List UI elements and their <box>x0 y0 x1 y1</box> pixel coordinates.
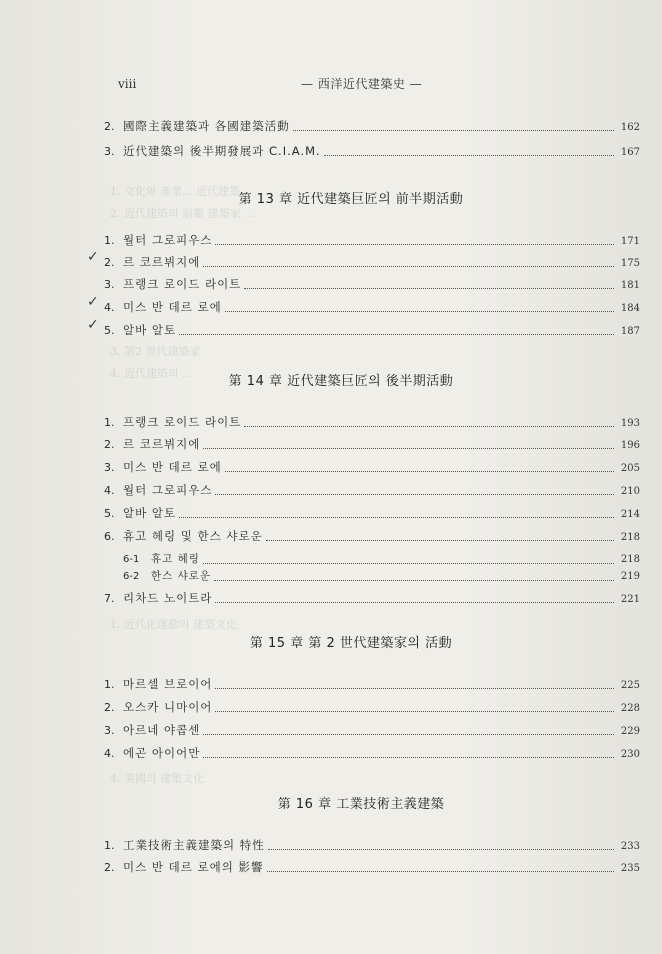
dot-leader <box>324 154 614 156</box>
entry-number: 3. <box>104 724 115 737</box>
entry-title: 월터 그로피우스 <box>123 483 213 497</box>
entry-title: 르 코르뷔지에 <box>123 255 201 269</box>
dot-leader <box>267 870 615 872</box>
dot-leader <box>268 848 614 850</box>
entry-number: 5. <box>104 324 115 337</box>
bleed-through-text: 4. 美國의 建築文化 <box>110 772 205 785</box>
entry-number: 2. <box>104 861 115 874</box>
entry-number: 6. <box>104 530 115 543</box>
toc-entry <box>104 276 640 292</box>
entry-number: 3. <box>104 145 115 158</box>
toc-entry <box>104 143 640 159</box>
entry-number: 3. <box>104 461 115 474</box>
checkmark-icon: ✓ <box>87 249 99 265</box>
entry-number: 4. <box>104 301 115 314</box>
entry-title: 아르네 야콥센 <box>123 723 201 737</box>
bleed-through-text: 2. 近代建築의 前衛 建築家 ... <box>110 207 255 220</box>
toc-entry <box>104 699 640 715</box>
entry-page: 219 <box>620 571 640 582</box>
chapter-heading: 第 15 章 第 2 世代建築家의 活動 <box>249 636 453 651</box>
entry-title: 프랭크 로이드 라이트 <box>123 415 242 429</box>
entry-title: 휴고 헤링 <box>151 553 200 565</box>
entry-page: 235 <box>620 863 640 874</box>
entry-page: 210 <box>620 486 640 497</box>
entry-page: 228 <box>620 703 640 714</box>
entry-number: 2. <box>104 256 115 269</box>
bleed-through-text: 3. 第2 世代建築家 <box>110 345 201 358</box>
dot-leader <box>179 333 614 335</box>
dot-leader <box>293 129 614 131</box>
entry-page: 214 <box>620 509 640 520</box>
entry-title: 르 코르뷔지에 <box>123 437 201 451</box>
toc-entry <box>104 299 640 315</box>
entry-page: 167 <box>620 147 640 158</box>
dot-leader <box>203 562 614 564</box>
toc-entry <box>104 232 640 248</box>
entry-title: 알바 알토 <box>123 323 177 337</box>
entry-number: 1. <box>104 234 115 247</box>
entry-title: 오스카 니마이어 <box>123 700 213 714</box>
entry-number: 2. <box>104 120 115 133</box>
entry-page: 218 <box>620 554 640 565</box>
dot-leader <box>244 425 614 427</box>
toc-entry <box>104 722 640 738</box>
entry-number: 4. <box>104 484 115 497</box>
entry-page: 229 <box>620 726 640 737</box>
toc-entry <box>104 414 640 430</box>
dot-leader <box>225 470 614 472</box>
entry-number: 3. <box>104 278 115 291</box>
toc-entry <box>104 254 640 270</box>
dot-leader <box>266 539 614 541</box>
toc-entry <box>104 505 640 521</box>
dot-leader <box>179 516 614 518</box>
entry-page: 193 <box>620 418 640 429</box>
entry-number: 7. <box>104 592 115 605</box>
dot-leader <box>215 601 614 603</box>
entry-title: 近代建築의 後半期發展과 C.I.A.M. <box>123 144 321 158</box>
chapter-heading: 第 16 章 工業技術主義建築 <box>277 797 445 812</box>
toc-entry <box>104 859 640 875</box>
entry-number: 2. <box>104 438 115 451</box>
entry-page: 205 <box>620 463 640 474</box>
entry-page: 196 <box>620 440 640 451</box>
toc-entry <box>104 482 640 498</box>
entry-title: 미스 반 데르 로에의 影響 <box>123 860 264 874</box>
dot-leader <box>203 756 614 758</box>
entry-page: 233 <box>620 841 640 852</box>
entry-page: 225 <box>620 680 640 691</box>
entry-title: 프랭크 로이드 라이트 <box>123 277 242 291</box>
entry-title: 알바 알토 <box>123 506 177 520</box>
toc-entry <box>104 745 640 761</box>
chapter-heading: 第 13 章 近代建築巨匠의 前半期活動 <box>238 192 464 207</box>
entry-page: 230 <box>620 749 640 760</box>
entry-title: 미스 반 데르 로에 <box>123 460 222 474</box>
entry-title: 한스 샤로운 <box>151 570 212 582</box>
entry-number: 1. <box>104 678 115 691</box>
entry-title: 휴고 헤링 및 한스 샤로운 <box>123 529 263 543</box>
entry-page: 218 <box>620 532 640 543</box>
entry-title: 미스 반 데르 로에 <box>123 300 222 314</box>
toc-subentry <box>123 551 640 567</box>
checkmark-icon: ✓ <box>87 317 99 333</box>
dot-leader <box>244 287 614 289</box>
chapter-heading: 第 14 章 近代建築巨匠의 後半期活動 <box>228 374 454 389</box>
entry-number: 6-2 <box>123 571 140 582</box>
checkmark-icon: ✓ <box>87 294 99 310</box>
bleed-through-text: 1. 文化와 產業... 近代建築... ... <box>110 185 265 198</box>
entry-title: 工業技術主義建築의 特性 <box>123 838 265 852</box>
toc-entry <box>104 459 640 475</box>
entry-page: 171 <box>620 236 640 247</box>
dot-leader <box>214 579 614 581</box>
entry-page: 184 <box>620 303 640 314</box>
toc-entry <box>104 837 640 853</box>
entry-number: 6-1 <box>123 554 140 565</box>
entry-title: 월터 그로피우스 <box>123 233 213 247</box>
bleed-through-text: 1. 近代化運動의 建築文化 <box>110 618 238 631</box>
dot-leader <box>215 710 614 712</box>
toc-entry <box>104 118 640 134</box>
dot-leader <box>215 493 614 495</box>
entry-page: 221 <box>620 594 640 605</box>
entry-page: 181 <box>620 280 640 291</box>
toc-entry <box>104 676 640 692</box>
entry-number: 2. <box>104 701 115 714</box>
entry-number: 1. <box>104 839 115 852</box>
toc-entry <box>104 322 640 338</box>
entry-number: 1. <box>104 416 115 429</box>
entry-number: 4. <box>104 747 115 760</box>
entry-title: 마르셀 브로이어 <box>123 677 213 691</box>
entry-title: 에곤 아이어만 <box>123 746 201 760</box>
entry-page: 175 <box>620 258 640 269</box>
dot-leader <box>215 687 614 689</box>
toc-entry <box>104 436 640 452</box>
dot-leader <box>215 243 614 245</box>
toc-entry <box>104 590 640 606</box>
dot-leader <box>203 265 614 267</box>
dot-leader <box>203 733 614 735</box>
bleed-through-text: 4. 近代建築의 ... <box>110 367 193 380</box>
toc-entry <box>104 528 640 544</box>
entry-title: 國際主義建築과 各國建築活動 <box>123 119 290 133</box>
dot-leader <box>225 310 614 312</box>
entry-page: 162 <box>620 122 640 133</box>
toc-subentry <box>123 568 640 584</box>
running-header: — 西洋近代建築史 — <box>301 77 423 91</box>
entry-page: 187 <box>620 326 640 337</box>
entry-title: 리차드 노이트라 <box>123 591 213 605</box>
page-number: viii <box>118 77 137 91</box>
dot-leader <box>203 447 614 449</box>
entry-number: 5. <box>104 507 115 520</box>
